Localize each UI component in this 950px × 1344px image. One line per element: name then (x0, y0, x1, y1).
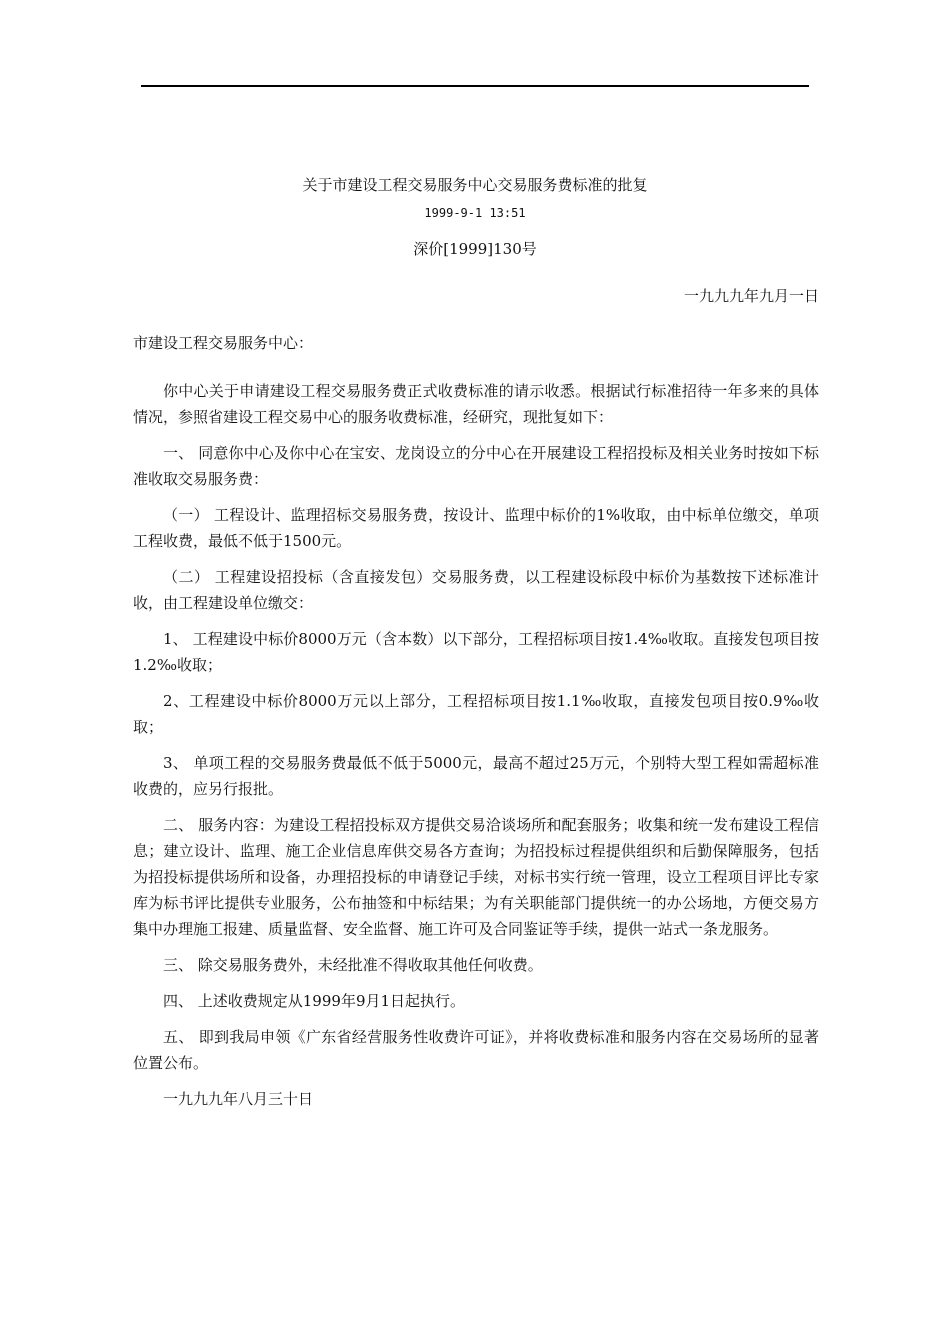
document-body (133, 378, 819, 1122)
paragraph-rate-2: 2、工程建设中标价8000万元以上部分，工程招标项目按1.1‰收取，直接发包项目按0.9‰收取； (133, 692, 819, 736)
paragraph-item-4: 四、 上述收费规定从1999年9月1日起执行。 (163, 992, 466, 1010)
paragraph-item-1: 一、 同意你中心及你中心在宝安、龙岗设立的分中心在开展建设工程招投标及相关业务时按如下标准收取交易服务费： (133, 444, 819, 488)
paragraph-subitem-1: （一） 工程设计、监理招标交易服务费，按设计、监理中标价的1%收取，由中标单位缴交，单项工程收费，最低不低于1500元。 (133, 506, 819, 550)
paragraph-item-2: 二、 服务内容：为建设工程招投标双方提供交易洽谈场所和配套服务；收集和统一发布建设工程信息；建立设计、监理、施工企业信息库供交易各方查询；为招投标过程提供组织和后勤保障服务，包括为招投标提供场所和设备，办理招投标的申请登记手续，对标书实行统一管理，设立工程项目评比专家库为标书评比提供专业服务，公布抽签和中标结果；为有关职能部门提供统一的办公场地，方便交易方集中办理施工报建、质量监督、安全监督、施工许可及合同鉴证等手续，提供一站式一条龙服务。 (133, 816, 819, 938)
document-number: 深价[1999]130号 (413, 240, 537, 258)
paragraph-item-5: 五、 即到我局申领《广东省经营服务性收费许可证》，并将收费标准和服务内容在交易场所的显著位置公布。 (133, 1028, 819, 1072)
paragraph-rate-3: 3、 单项工程的交易服务费最低不低于5000元，最高不超过25万元，个别特大型工程如需超标准收费的，应另行报批。 (133, 754, 819, 798)
paragraph-subitem-2: （二） 工程建设招投标（含直接发包）交易服务费，以工程建设标段中标价为基数按下述标准计收，由工程建设单位缴交： (133, 568, 819, 612)
document-title: 关于市建设工程交易服务中心交易服务费标准的批复 (302, 176, 648, 194)
paragraph-intro: 你中心关于申请建设工程交易服务费正式收费标准的请示收悉。根据试行标准招待一年多来的具体情况，参照省建设工程交易中心的服务收费标准，经研究，现批复如下： (133, 382, 819, 426)
paragraph-rate-1: 1、 工程建设中标价8000万元（含本数）以下部分，工程招标项目按1.4‰收取。直接发包项目按1.2‰收取； (133, 630, 819, 674)
closing-date: 一九九九年八月三十日 (163, 1090, 314, 1108)
paragraph-item-3: 三、 除交易服务费外，未经批准不得收取其他任何收费。 (163, 956, 543, 974)
document-timestamp: 1999-9-1 13:51 (424, 206, 526, 220)
header-rule (141, 85, 809, 87)
issue-date: 一九九九年九月一日 (683, 287, 819, 305)
salutation: 市建设工程交易服务中心： (133, 334, 314, 352)
